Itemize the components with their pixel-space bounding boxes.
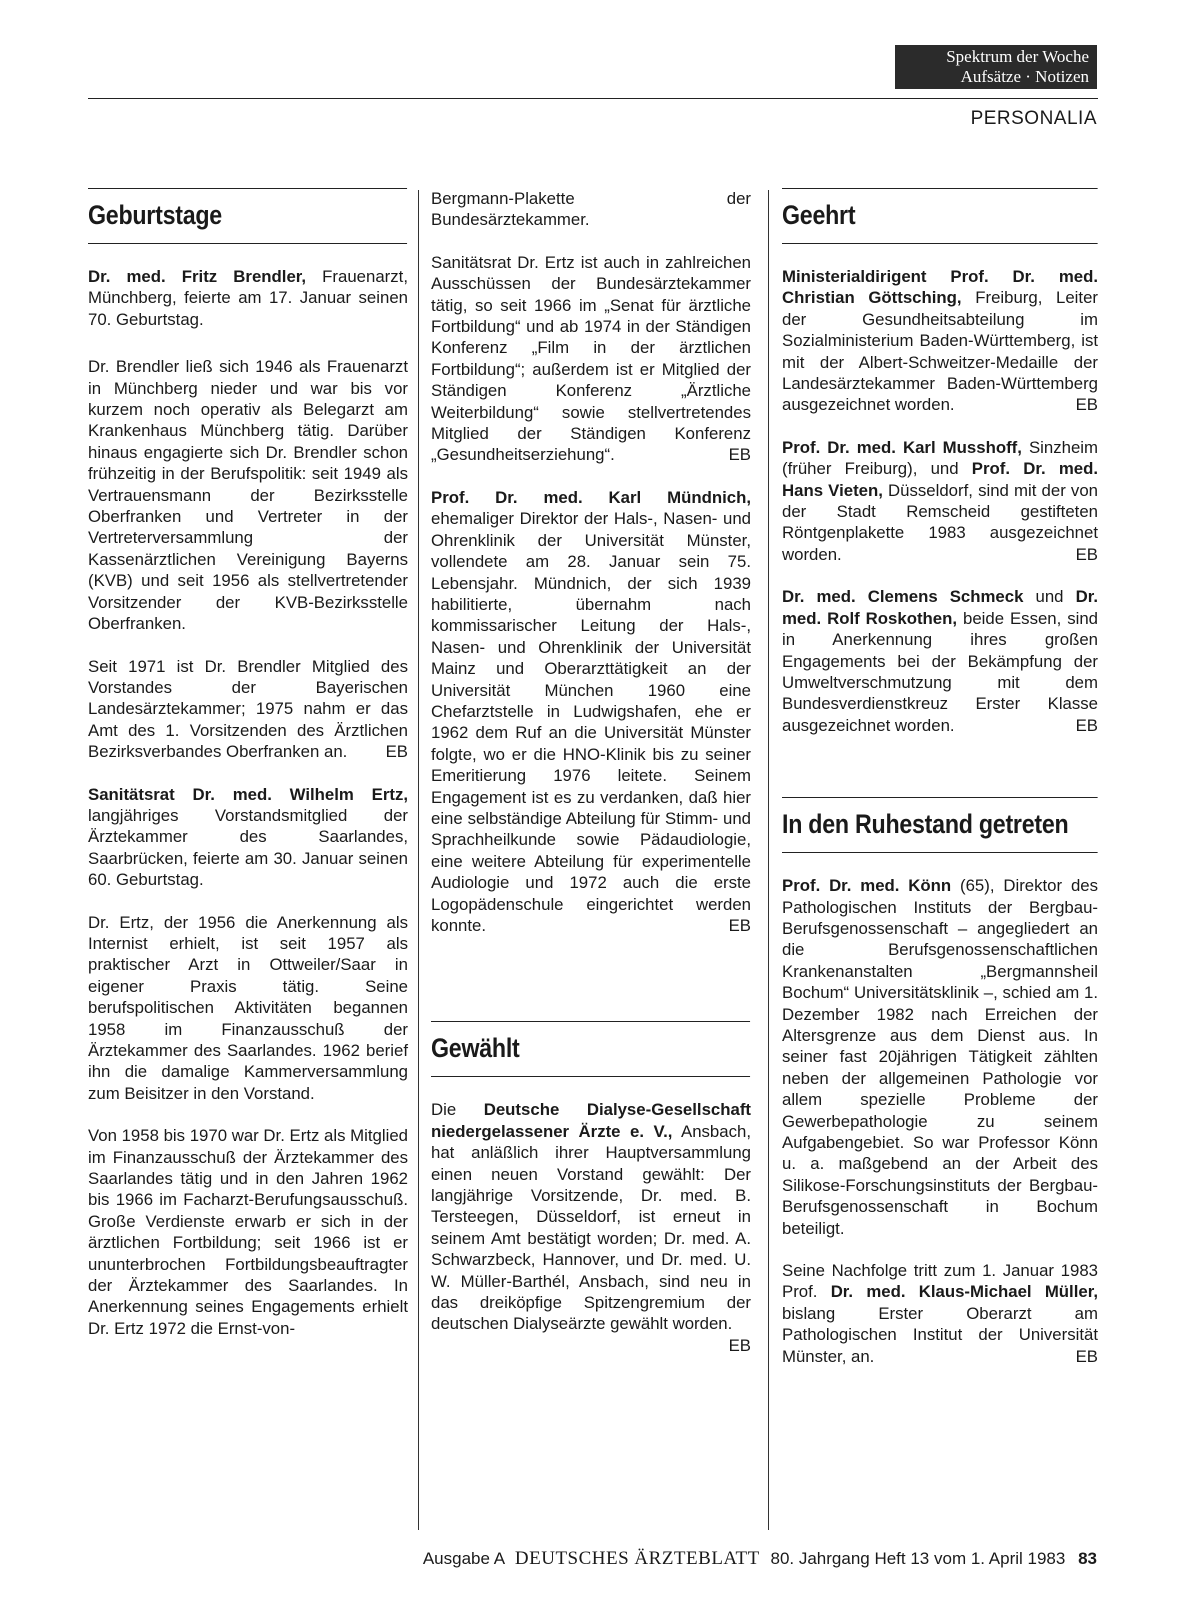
article-paragraph xyxy=(782,266,1098,416)
person-name: Dr. med. Clemens Schmeck xyxy=(782,587,1024,607)
paragraph-text: Die xyxy=(431,1100,484,1120)
author-signature: EB xyxy=(728,1335,751,1355)
series-badge xyxy=(895,45,1097,89)
author-signature: EB xyxy=(1075,395,1098,415)
article-paragraph xyxy=(88,266,408,330)
heading-gewaehlt: Gewählt xyxy=(431,1021,750,1077)
article-paragraph: Bergmann-Plakette der Bundesärztekammer. xyxy=(431,189,751,230)
paragraph-text: langjähriges Vorstandsmitglied der Ärztekammer des Saarlandes, Saarbrücken, feierte am 30. Januar seinen 60. Geburtstag. xyxy=(88,805,408,890)
article-paragraph: Dr. Ertz, der 1956 die Anerkennung als Internist erhielt, ist seit 1957 als praktischer Arzt in Ottweiler/Saar in eigener Praxis tätig. Seine berufspolitischen Aktivitäten begannen 1958 im Finanzausschuß der Ärztekammer des Saarlandes. 1962 berief ihn die damalige Kammerversammlung zum Beisitzer in den Vorstand. xyxy=(88,912,408,1103)
author-signature: EB xyxy=(728,916,751,935)
paragraph-text: Sanitätsrat Dr. Ertz ist auch in zahlreichen Ausschüssen der Bundesärztekammer tätig, so seit 1966 im „Senat für ärztliche Fortbildung“ und ab 1974 in der Ständigen Konferenz „Film in der ärztlichen Fortbildung“; außerdem ist er Mitglied der Ständigen Konferenz „Ärztliche Weiterbildung“ sowie stellvertretendes Mitglied der Ständigen Konferenz „Gesundheitserziehung“. xyxy=(431,252,751,465)
series-badge-line1: Spektrum der Woche xyxy=(946,47,1089,66)
footer-issue: 80. Jahrgang Heft 13 vom 1. April 1983 xyxy=(770,1549,1066,1568)
author-signature: EB xyxy=(728,445,751,465)
person-name: Prof. Dr. med. Karl Mündnich, xyxy=(431,487,751,507)
paragraph-text: Seit 1971 ist Dr. Brendler Mitglied des Vorstandes der Bayerischen Landesärztekammer; 1975 nahm er das Amt des 1. Vorsitzenden des Ärztlichen Bezirksverbandes Oberfranken an. xyxy=(88,656,408,762)
heading-ruhestand: In den Ruhestand getreten xyxy=(782,797,1097,853)
column-right xyxy=(782,188,1098,1538)
organisation-name: Deutsche Dialyse-Gesellschaft niedergelassener Ärzte e. V., xyxy=(431,1100,751,1141)
paragraph-text: (65), Direktor des Pathologischen Instituts der Bergbau-Berufsgenossenschaft – angegliedert an die Berufsgenossenschaftlichen Krankenanstalten „Bergmannsheil Bochum“ Universitätsklinik –, schied am 1. Dezember 1982 nach Erreichen der Altersgrenze aus dem Dienst aus. In seiner fast 20jährigen Tätigkeit zählten neben der allgemeinen Pathologie vor allem spezielle Probleme der Gewerbepathologie zu seinem Aufgabengebiet. So war Professor Könn u. a. maßgebend an der Arbeit des Silikose-Forschungsinstituts der Bergbau-Berufsgenossenschaft in Bochum beteiligt. xyxy=(782,876,1098,1238)
column-middle xyxy=(431,188,751,1538)
column-divider xyxy=(768,190,769,1530)
article-paragraph: Dr. Brendler ließ sich 1946 als Frauenarzt in Münchberg nieder und war bis vor kurzem noch operativ als Belegarzt am Krankenhaus Münchberg tätig. Darüber hinaus engagierte sich Dr. Brendler schon frühzeitig in der Berufspolitik: seit 1949 als Vertrauensmann der Bezirksstelle Oberfranken und Vertreter in der Vertreterversammlung der Kassenärztlichen Vereinigung Bayerns (KVB) und seit 1956 als stellvertretender Vorsitzender der KVB-Bezirksstelle Oberfranken. xyxy=(88,357,408,634)
paragraph-text: Sinzheim (früher Freiburg), und xyxy=(782,437,1099,479)
page-footer xyxy=(300,1548,1097,1570)
paragraph-text: Düsseldorf, sind mit der von der Stadt Remscheid gestifteten Röntgenplakette 1983 ausgezeichnet worden. xyxy=(782,480,1098,564)
paragraph-text: ehemaliger Direktor der Hals-, Nasen- und Ohrenklinik der Universität Münster, vollendete am 28. Januar sein 75. Lebensjahr. Mündnich, der sich 1939 habilitierte, übernahm nach kommissarischer Leitung der Hals-, Nasen- und Ohrenklinik der Universität Mainz und Oberarzttätigkeit an der Universität München 1960 eine Chefarztstelle in Ludwigshafen, ehe er 1962 dem Ruf an die Universität Münster folgte, wo er die HNO-Klinik bis zu seiner Emeritierung 1976 leitete. Seinem Engagement ist es zu verdanken, daß hier eine selbständige Abteilung für Stimm- und Sprachheilkunde sowie Pädaudiologie, eine weitere Abteilung für experimentelle Audiologie und 1972 auch die erste Logopädenschule eingerichtet werden konnte. xyxy=(431,509,751,935)
person-name: Ministerialdirigent Prof. Dr. med. Christian Göttsching, xyxy=(782,267,1098,308)
paragraph-text: Freiburg, Leiter der Gesundheitsabteilung im Sozialministerium Baden-Württemberg, ist mit der Albert-Schweitzer-Medaille der Landesärztekammer Baden-Württemberg ausgezeichnet worden. xyxy=(782,288,1098,415)
paragraph-text: bislang Erster Oberarzt am Pathologischen Institut der Universität Münster, an. xyxy=(782,1303,1098,1366)
person-name: Sanitätsrat Dr. med. Wilhelm Ertz, xyxy=(88,784,408,804)
author-signature: EB xyxy=(1075,544,1098,564)
footer-journal: DEUTSCHES ÄRZTEBLATT xyxy=(514,1548,760,1569)
paragraph-text: Frauenarzt, Münchberg, feierte am 17. Januar seinen 70. Geburtstag. xyxy=(88,267,408,329)
author-signature: EB xyxy=(385,742,408,762)
article-paragraph xyxy=(431,1099,751,1355)
person-name: Prof. Dr. med. Könn xyxy=(782,876,952,896)
page-number: 83 xyxy=(1078,1549,1097,1568)
heading-geburtstage: Geburtstage xyxy=(88,188,407,244)
column-left xyxy=(88,188,408,1538)
spacer xyxy=(431,957,751,1021)
paragraph-text: Ansbach, hat anläßlich ihrer Hauptversammlung einen neuen Vorstand gewählt: Der langjährige Vorsitzende, Dr. med. B. Tersteegen, Düsseldorf, ist erneut in seinem Amt bestätigt worden; Dr. med. A. Schwarzbeck, Hannover, und Dr. med. U. W. Müller-Barthél, Ansbach, sind neu in das dreiköpfige Spitzengremium der deutschen Dialyseärzte gewählt worden. xyxy=(431,1121,751,1334)
article-paragraph xyxy=(431,487,751,937)
paragraph-text: und xyxy=(1023,587,1076,607)
column-divider xyxy=(418,190,419,1530)
article-paragraph xyxy=(782,875,1098,1239)
article-paragraph xyxy=(782,1260,1098,1367)
person-name: Prof. Dr. med. Karl Musshoff, xyxy=(782,437,1022,457)
author-signature: EB xyxy=(1075,1346,1098,1366)
spacer xyxy=(782,757,1098,797)
section-label: PERSONALIA xyxy=(970,108,1097,129)
header-rule xyxy=(88,98,1098,99)
heading-geehrt: Geehrt xyxy=(782,188,1097,244)
article-paragraph xyxy=(88,656,408,763)
footer-edition: Ausgabe A xyxy=(422,1549,505,1568)
article-paragraph xyxy=(782,586,1098,736)
article-paragraph xyxy=(782,437,1098,565)
article-paragraph xyxy=(431,252,751,466)
author-signature: EB xyxy=(1075,715,1098,735)
series-badge-line2: Aufsätze · Notizen xyxy=(960,67,1089,86)
article-paragraph: Von 1958 bis 1970 war Dr. Ertz als Mitglied im Finanzausschuß der Ärztekammer des Saarlandes tätig und in den Jahren 1962 bis 1966 im Facharzt-Berufungsausschuß. Große Verdienste erwarb er sich in der ärztlichen Fortbildung; seit 1966 ist er ununterbrochen Fortbildungsbeauftragter der Ärztekammer des Saarlandes. In Anerkennung seines Engagements erhielt Dr. Ertz 1972 die Ernst-von- xyxy=(88,1126,408,1338)
paragraph-text: Seine Nachfolge tritt zum 1. Januar 1983 Prof. xyxy=(782,1261,1098,1302)
paragraph-text: beide Essen, sind in Anerkennung ihres großen Engagements bei der Bekämpfung der Umweltverschmutzung mit dem Bundesverdienstkreuz Erster Klasse ausgezeichnet worden. xyxy=(782,608,1099,735)
person-name: Prof. Dr. med. Hans Vieten, xyxy=(782,459,1098,500)
person-name: Dr. med. Rolf Roskothen, xyxy=(782,587,1098,628)
article-paragraph xyxy=(88,784,408,891)
person-name: Dr. med. Klaus-Michael Müller, xyxy=(830,1282,1098,1302)
person-name: Dr. med. Fritz Brendler, xyxy=(88,267,307,286)
